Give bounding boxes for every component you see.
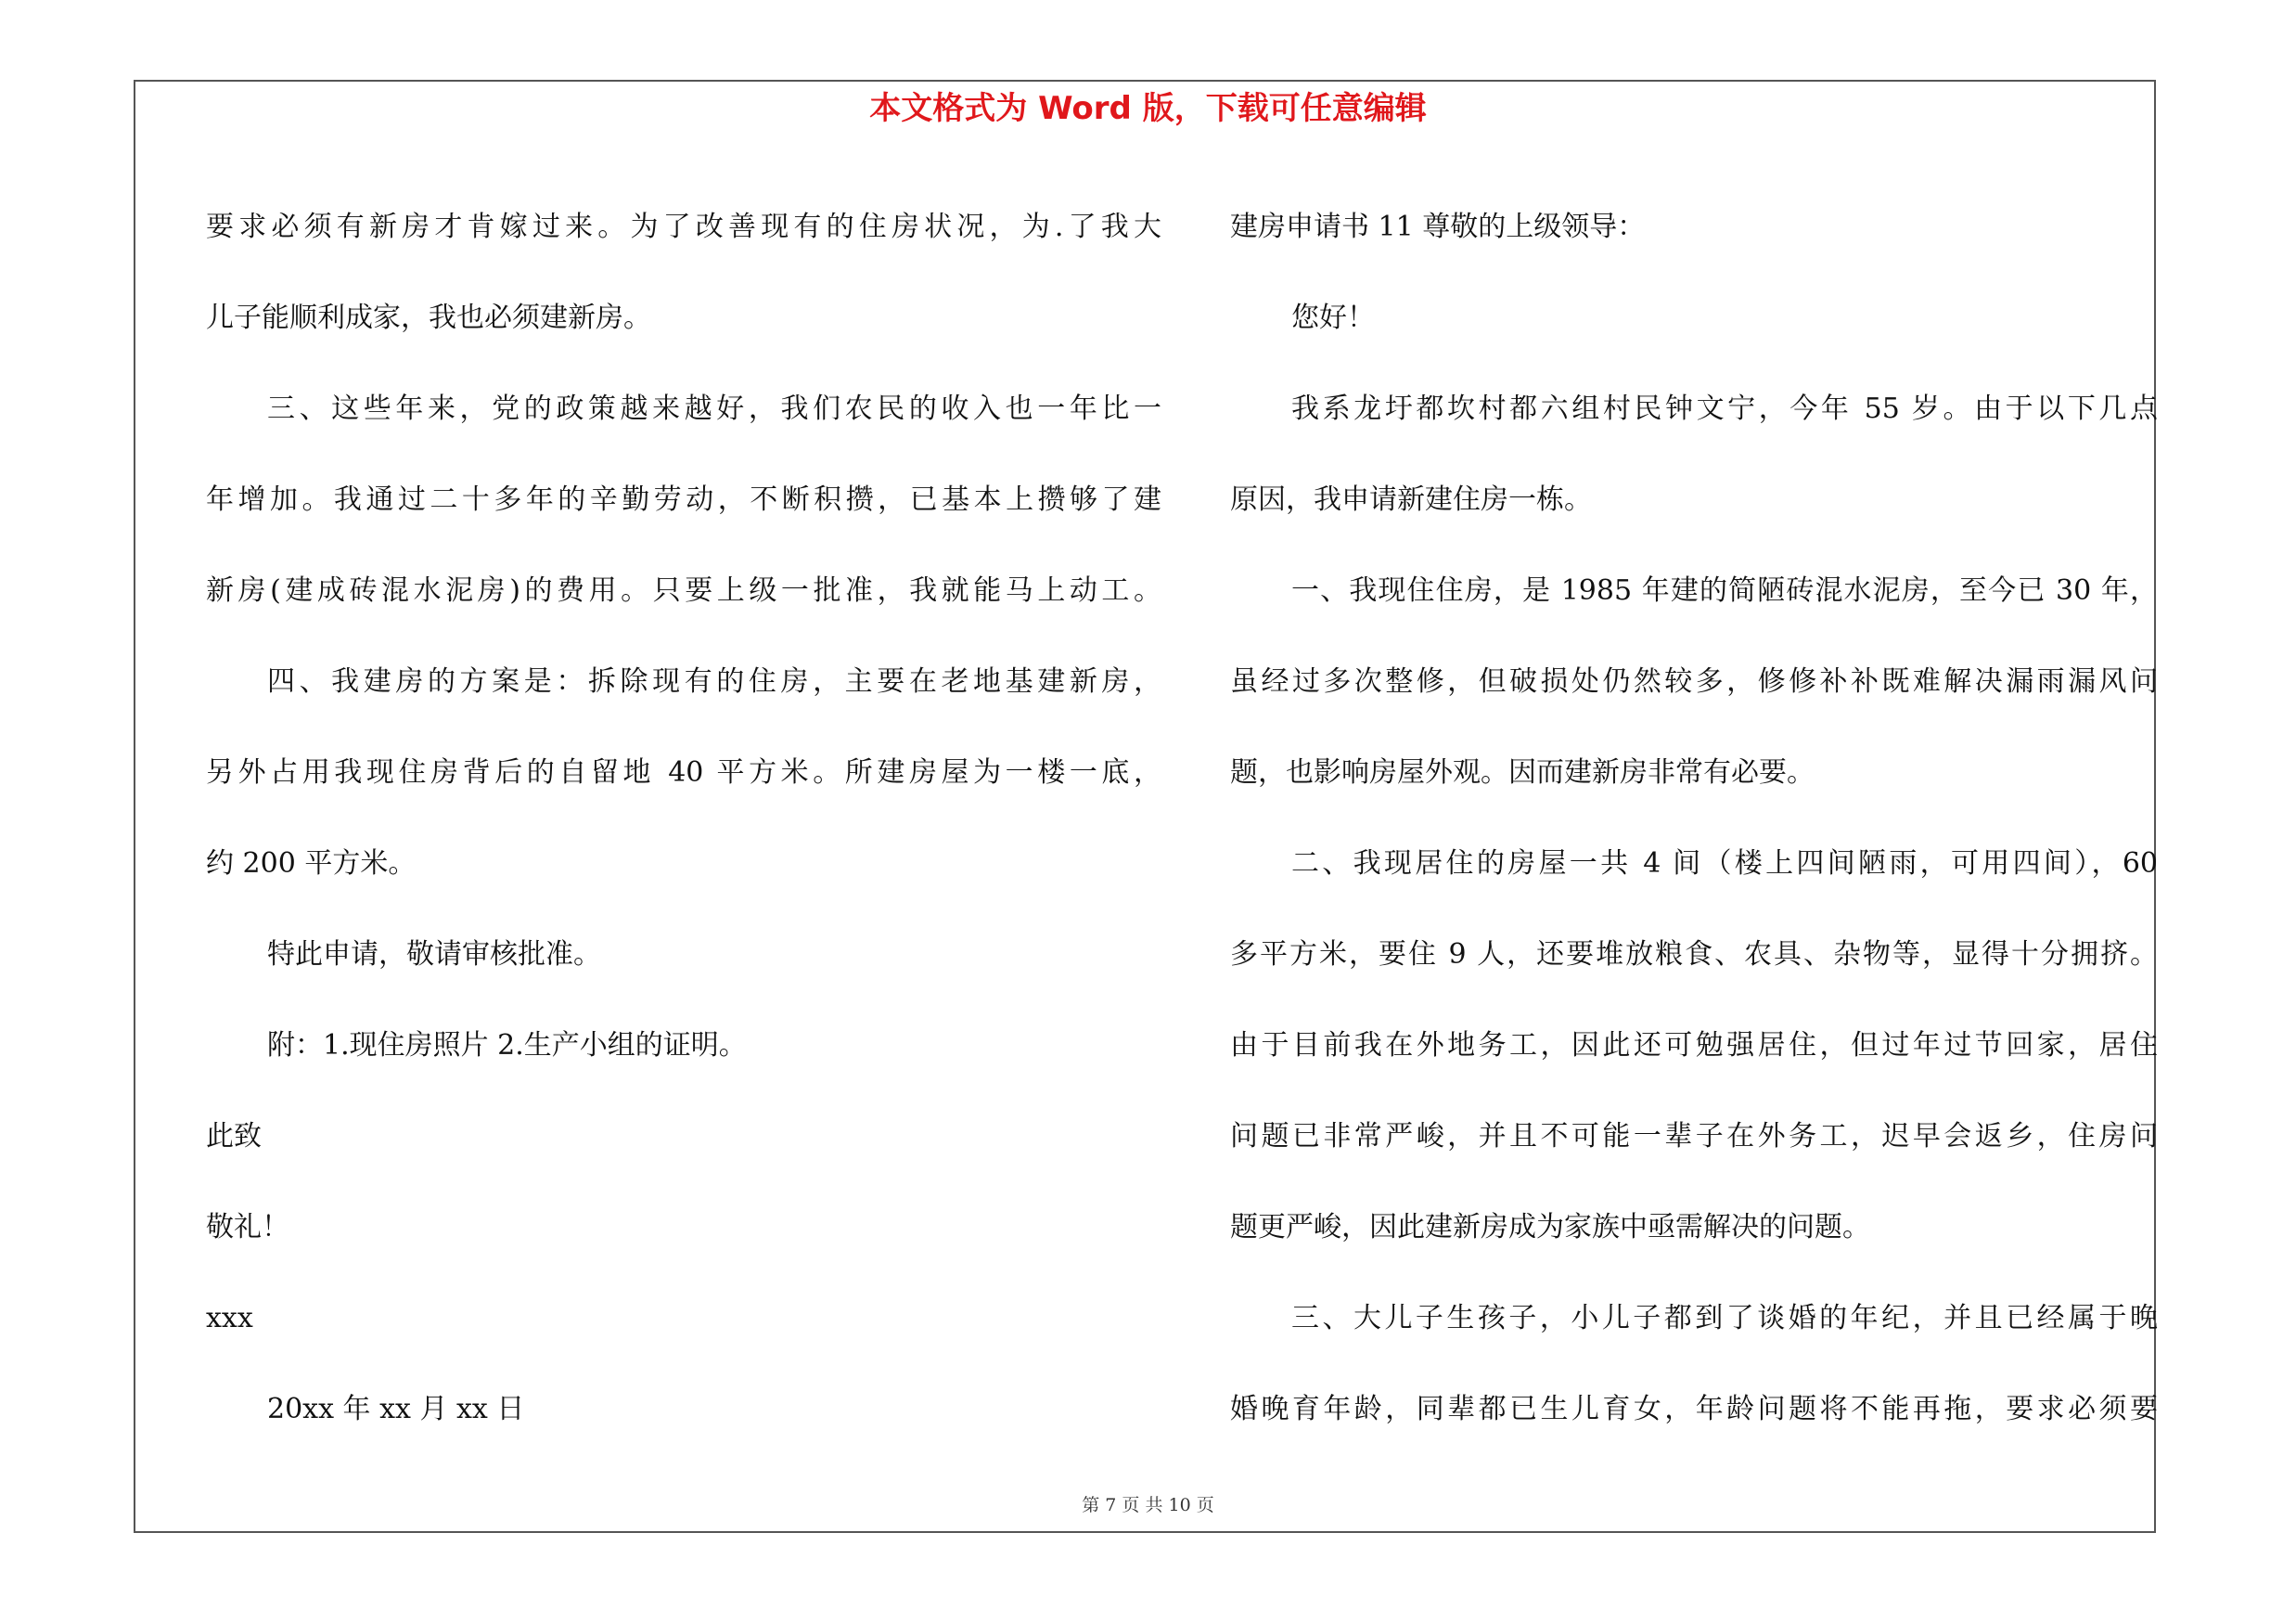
text-line: 虽经过多次整修，但破损处仍然较多，修修补补既难解决漏雨漏风问 (1230, 665, 2158, 698)
text-line: 四、我建房的方案是：拆除现有的住房，主要在老地基建新房， (267, 665, 1161, 698)
page-number-footer: 第 7 页 共 10 页 (1082, 1495, 1214, 1515)
text-line: 婚晚育年龄，同辈都已生儿育女，年龄问题将不能再拖，要求必须要 (1230, 1393, 2158, 1425)
text-line: 我系龙圩都坎村都六组村民钟文宁，今年 55 岁。由于以下几点 (1291, 393, 2158, 425)
left-text-column (206, 182, 1161, 1455)
format-banner: 本文格式为 Word 版，下载可任意编辑 (869, 90, 1427, 127)
text-line: 附：1.现住房照片 2.生产小组的证明。 (267, 1029, 747, 1062)
text-line: 问题已非常严峻，并且不可能一辈子在外务工，迟早会返乡，住房问 (1230, 1120, 2158, 1153)
greeting: 您好！ (1291, 302, 1375, 334)
text-line: 由于目前我在外地务工，因此还可勉强居住，但过年过节回家，居住 (1230, 1029, 2158, 1062)
text-line: 年增加。我通过二十多年的辛勤劳动，不断积攒，已基本上攒够了建 (206, 483, 1161, 516)
text-line: 另外占用我现住房背后的自留地 40 平方米。所建房屋为一楼一底， (206, 756, 1161, 789)
text-line: 特此申请，敬请审核批准。 (267, 938, 601, 971)
text-line: 一、我现住住房，是 1985 年建的简陋砖混水泥房，至今已 30 年， (1291, 574, 2158, 607)
text-line: 三、大儿子生孩子，小儿子都到了谈婚的年纪，并且已经属于晚 (1291, 1302, 2158, 1334)
text-line: 三、这些年来，党的政策越来越好，我们农民的收入也一年比一 (267, 393, 1161, 425)
text-line: 要求必须有新房才肯嫁过来。为了改善现有的住房状况，为.了我大 (206, 211, 1161, 243)
signature-name: xxx (206, 1302, 253, 1334)
letter-heading: 建房申请书 11 尊敬的上级领导： (1230, 211, 1646, 243)
text-line: 多平方米，要住 9 人，还要堆放粮食、农具、杂物等，显得十分拥挤。 (1230, 938, 2158, 971)
closing-line: 此致 (206, 1120, 262, 1153)
text-line: 约 200 平方米。 (206, 847, 417, 880)
text-line: 儿子能顺利成家，我也必须建新房。 (206, 302, 651, 334)
text-line: 题，也影响房屋外观。因而建新房非常有必要。 (1230, 756, 1815, 789)
text-line: 二、我现居住的房屋一共 4 间（楼上四间陋雨，可用四间），60 (1291, 847, 2158, 880)
closing-line: 敬礼！ (206, 1211, 289, 1243)
text-line: 原因，我申请新建住房一栋。 (1230, 483, 1592, 516)
right-text-column (1230, 182, 2158, 1455)
text-line: 题更严峻，因此建新房成为家族中亟需解决的问题。 (1230, 1211, 1870, 1243)
signature-date: 20xx 年 xx 月 xx 日 (267, 1393, 525, 1425)
text-line: 新房(建成砖混水泥房)的费用。只要上级一批准，我就能马上动工。 (206, 574, 1161, 607)
